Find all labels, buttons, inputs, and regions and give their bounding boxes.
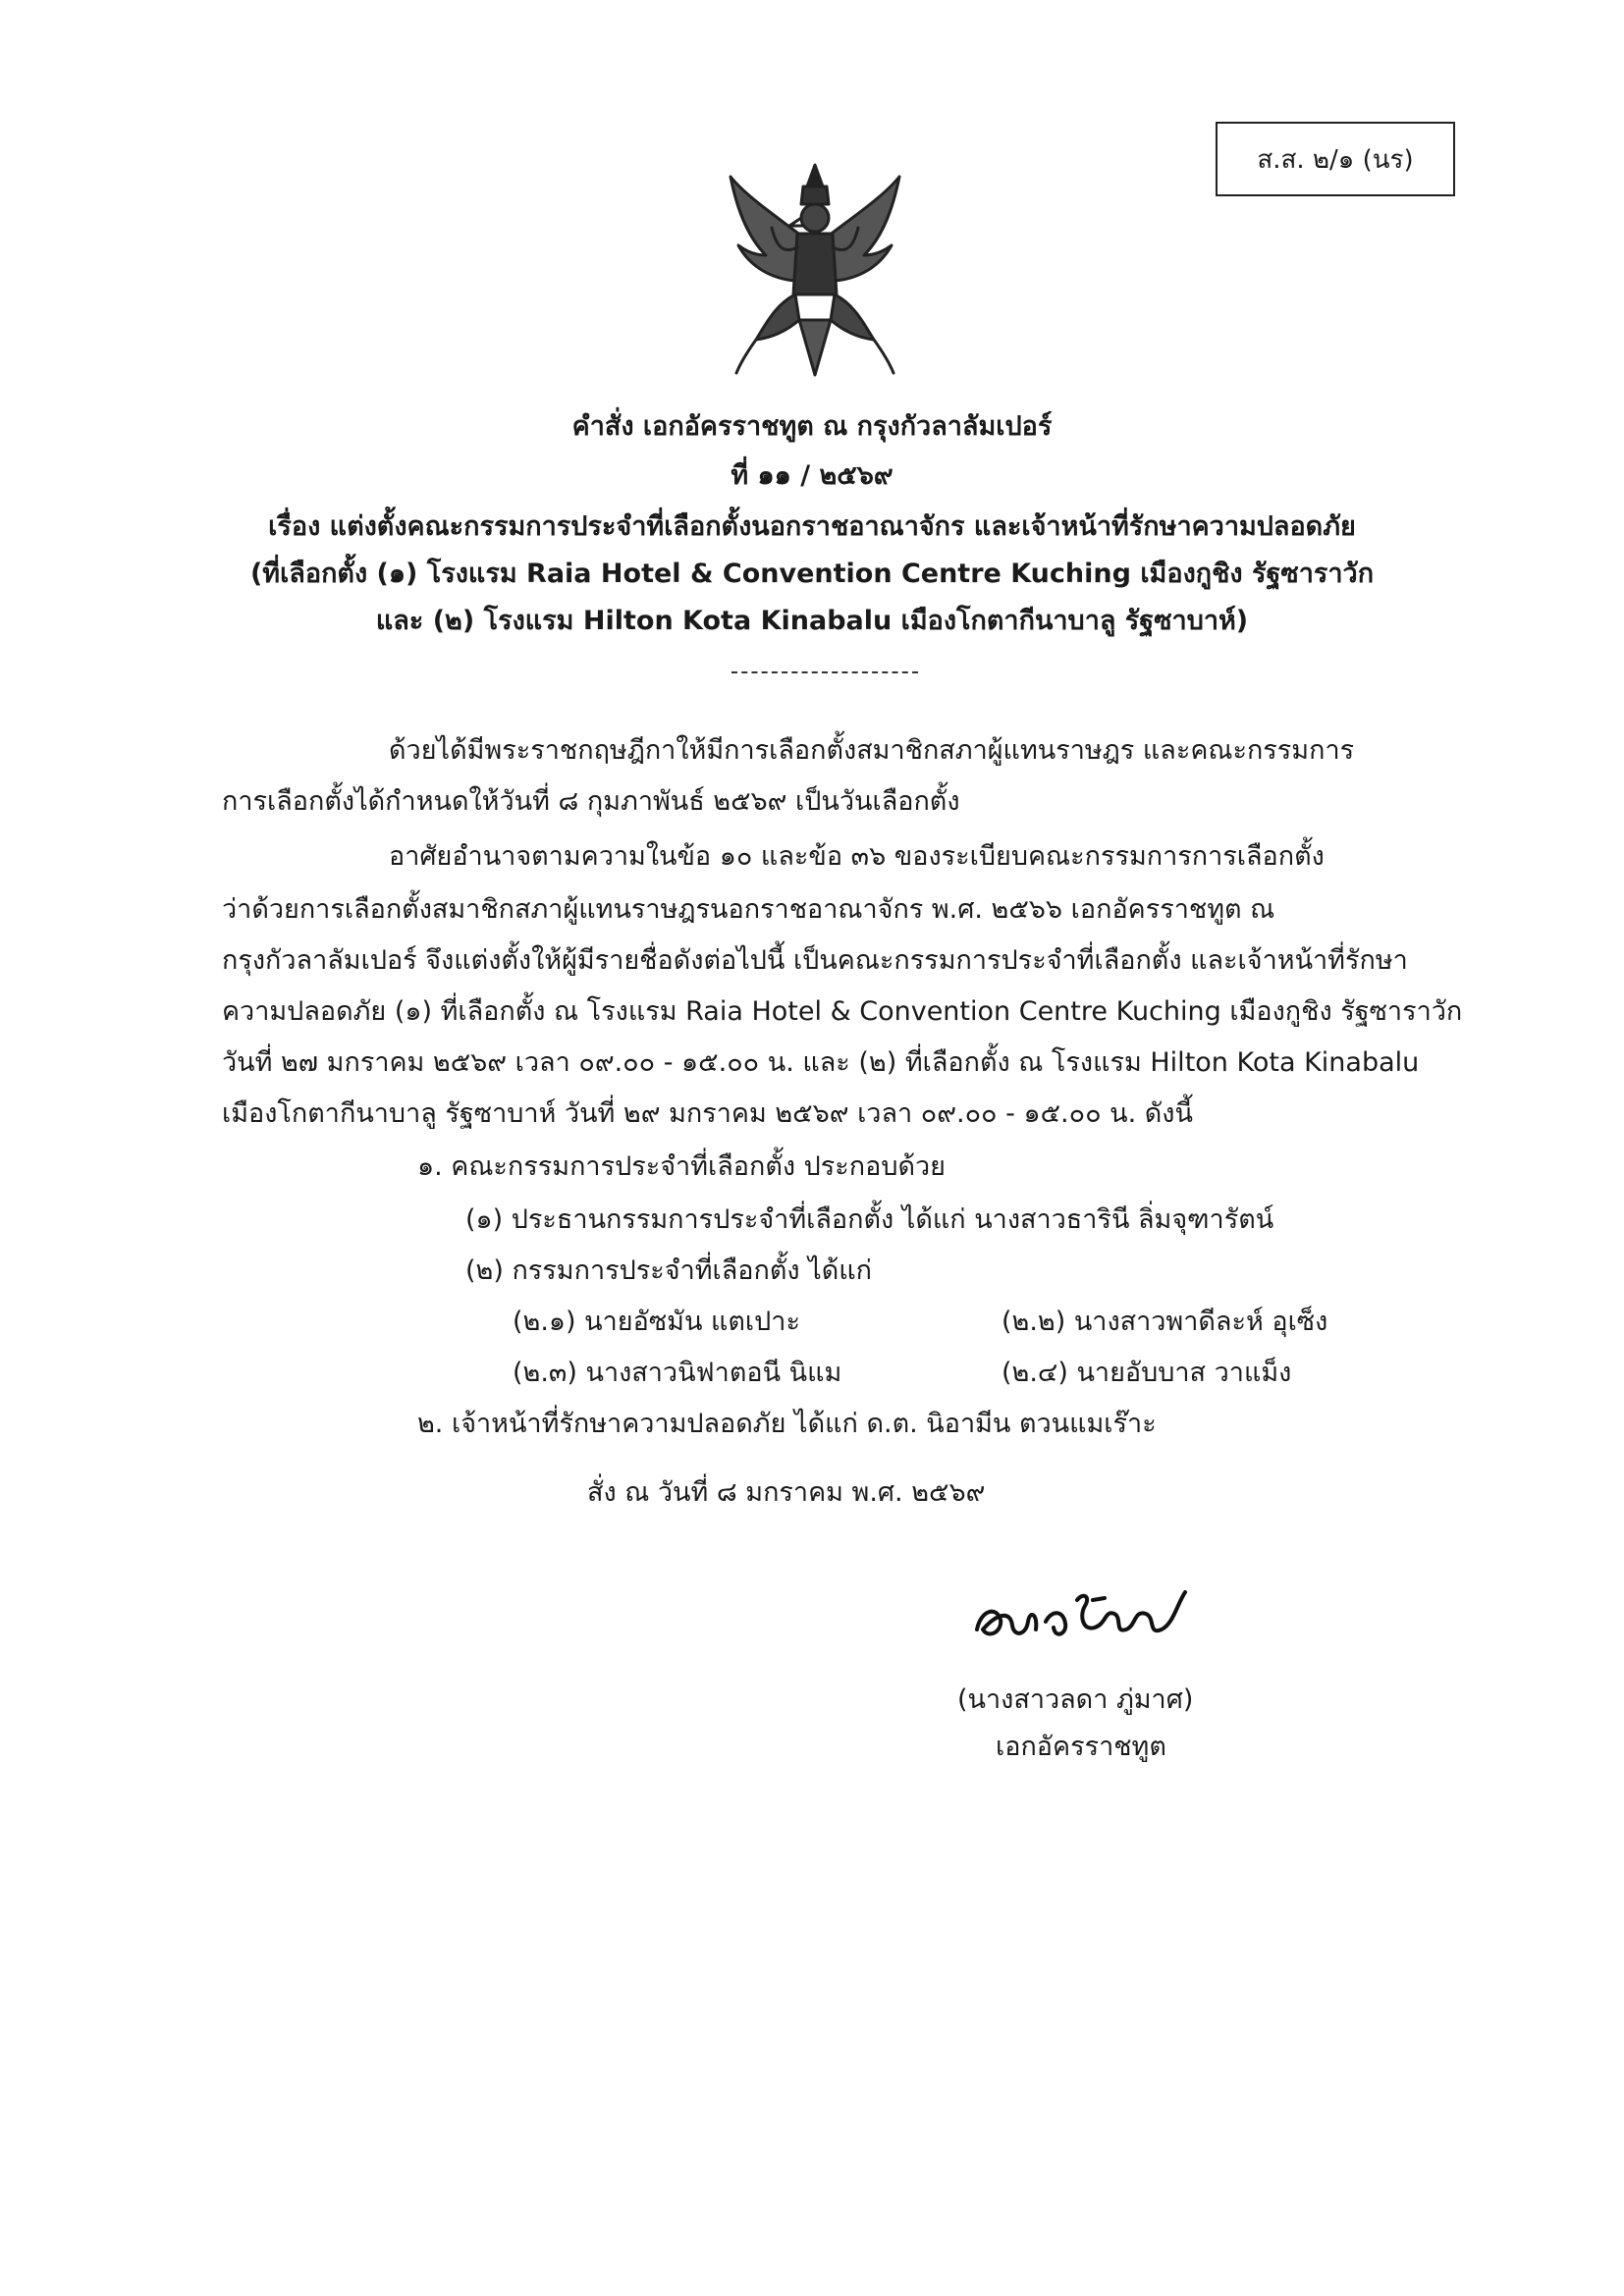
paragraph-2-line-2: ว่าด้วยการเลือกตั้งสมาชิกสภาผู้แทนราษฎรนอกราชอาณาจักร พ.ศ. ๒๕๖๖ เอกอัครราชทูต ณ <box>222 894 1275 925</box>
order-subject-line-2: (ที่เลือกตั้ง (๑) โรงแรม Raia Hotel & Convention Centre Kuching เมืองกูชิง รัฐซาราวัก <box>249 559 1375 589</box>
document-code-box <box>1216 122 1455 196</box>
list-item-committee: ๑. คณะกรรมการประจำที่เลือกตั้ง ประกอบด้วย <box>417 1151 946 1182</box>
paragraph-2-line-5: วันที่ ๒๗ มกราคม ๒๕๖๙ เวลา ๐๙.๐๐ - ๑๕.๐๐ น. และ (๒) ที่เลือกตั้ง ณ โรงแรม Hilton Kota Kinabalu <box>222 1047 1420 1078</box>
paragraph-1-line-1: ด้วยได้มีพระราชกฤษฎีกาให้มีการเลือกตั้งสมาชิกสภาผู้แทนราษฎร และคณะกรรมการ <box>389 735 1355 766</box>
member-item: (๒.๓) นางสาวนิฟาตอนี นิแม <box>513 1358 842 1388</box>
order-number: ที่ ๑๑ / ๒๕๖๙ <box>731 460 893 491</box>
paragraph-2-line-1: อาศัยอำนาจตามความในข้อ ๑๐ และข้อ ๓๖ ของระเบียบคณะกรรมการการเลือกตั้ง <box>389 841 1325 872</box>
handwritten-signature <box>967 1571 1203 1659</box>
member-item: (๒.๔) นายอับบาส วาแม็ง <box>1001 1358 1292 1388</box>
title-divider <box>731 671 918 673</box>
list-item-chairman: (๑) ประธานกรรมการประจำที่เลือกตั้ง ได้แก่ นางสาวธารินี ลิ่มจุฑารัตน์ <box>465 1204 1274 1235</box>
member-item: (๒.๒) นางสาวพาดีละห์ อุเซ็ง <box>1001 1307 1328 1337</box>
list-item-members-heading: (๒) กรรมการประจำที่เลือกตั้ง ได้แก่ <box>465 1255 873 1286</box>
garuda-emblem-icon <box>717 157 913 383</box>
signer-title: เอกอัครราชทูต <box>996 1732 1166 1762</box>
order-subject-line-1: เรื่อง แต่งตั้งคณะกรรมการประจำที่เลือกตั้งนอกราชอาณาจักร และเจ้าหน้าที่รักษาความปลอดภัย <box>268 511 1356 542</box>
paragraph-1-line-2: การเลือกตั้งได้กำหนดให้วันที่ ๘ กุมภาพันธ์ ๒๕๖๙ เป็นวันเลือกตั้ง <box>222 786 960 817</box>
paragraph-2-line-6: เมืองโกตากีนาบาลู รัฐซาบาห์ วันที่ ๒๙ มกราคม ๒๕๖๙ เวลา ๐๙.๐๐ - ๑๕.๐๐ น. ดังนี้ <box>222 1098 1193 1129</box>
signer-name: (นางสาวลดา ภู่มาศ) <box>957 1684 1194 1715</box>
paragraph-2-line-4: ความปลอดภัย (๑) ที่เลือกตั้ง ณ โรงแรม Raia Hotel & Convention Centre Kuching เมืองกูชิง รัฐซาราวัก <box>222 996 1463 1027</box>
order-title: คำสั่ง เอกอัครราชทูต ณ กรุงกัวลาลัมเปอร์ <box>571 411 1053 442</box>
list-item-security-officer: ๒. เจ้าหน้าที่รักษาความปลอดภัย ได้แก่ ด.ต. นิอามีน ตวนแมเร๊าะ <box>417 1409 1157 1439</box>
order-date: สั่ง ณ วันที่ ๘ มกราคม พ.ศ. ๒๕๖๙ <box>587 1477 986 1508</box>
paragraph-2-line-3: กรุงกัวลาลัมเปอร์ จึงแต่งตั้งให้ผู้มีรายชื่อดังต่อไปนี้ เป็นคณะกรรมการประจำที่เลือกตั้ง และเจ้าหน้าที่รักษา <box>222 945 1408 976</box>
document-code: ส.ส. ๒/๑ (นร) <box>1257 144 1414 175</box>
order-subject-line-3: และ (๒) โรงแรม Hilton Kota Kinabalu เมืองโกตากีนาบาลู รัฐซาบาห์) <box>375 606 1249 636</box>
member-item: (๒.๑) นายอัซมัน แตเปาะ <box>513 1307 800 1337</box>
